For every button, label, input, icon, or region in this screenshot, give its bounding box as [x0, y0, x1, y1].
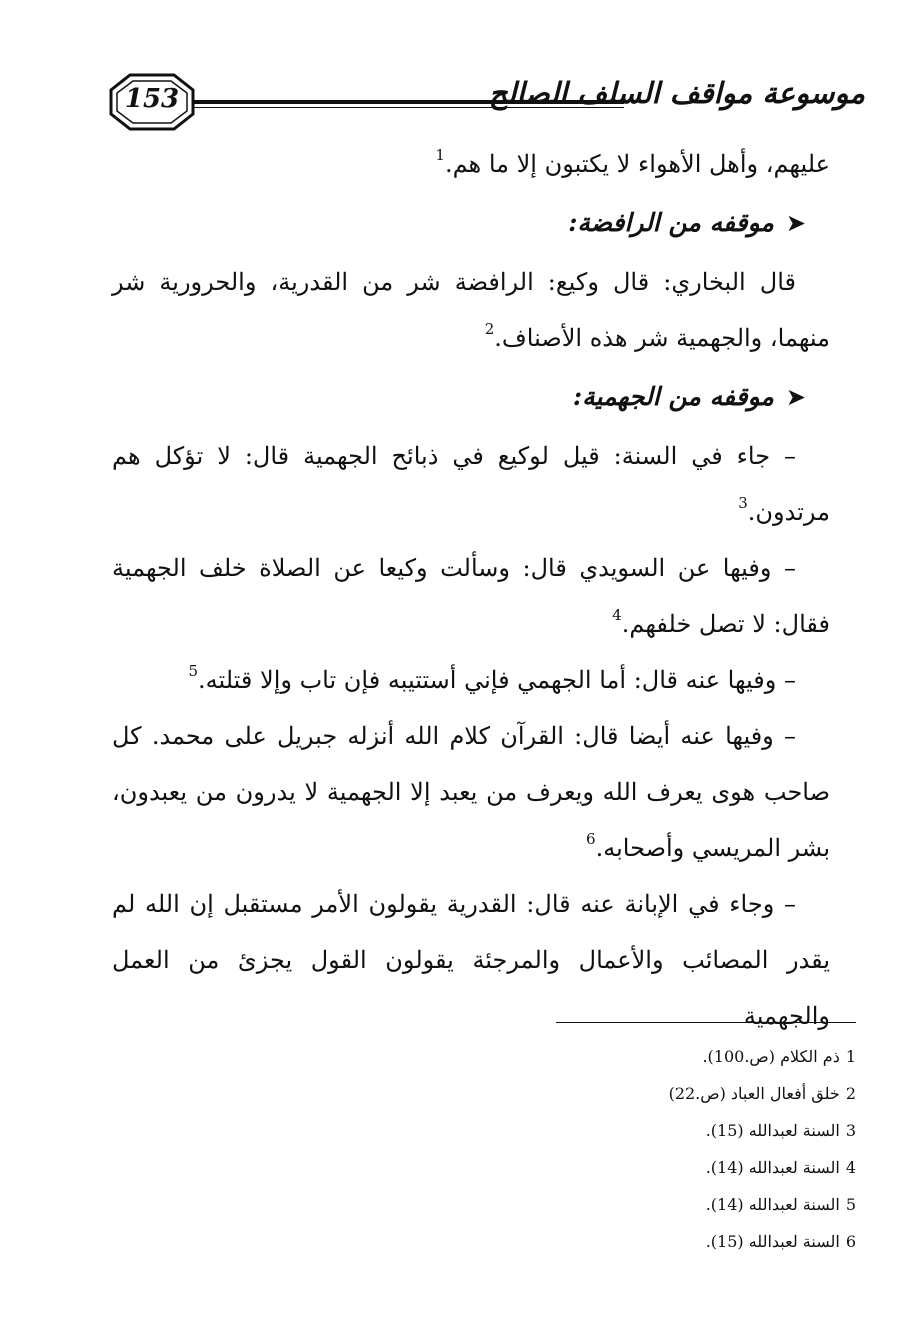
line-text: قال البخاري: قال وكيع: الرافضة شر من القدرية، والحرورية شر: [112, 268, 796, 296]
footnote-number: 2: [845, 1084, 856, 1103]
text-line: [112, 428, 830, 484]
footnote-item: [560, 1038, 856, 1075]
footnotes: [560, 1038, 856, 1260]
footnote-marker[interactable]: 6: [586, 830, 596, 848]
text-line: [112, 484, 830, 540]
footnote-text: السنة لعبدالله (14).: [705, 1158, 840, 1177]
text-line: [112, 254, 830, 310]
footnote-item: [560, 1112, 856, 1149]
page-header: [100, 72, 865, 132]
footnote-text: خلق أفعال العباد (ص.22): [668, 1084, 840, 1103]
footnote-text: السنة لعبدالله (15).: [705, 1232, 840, 1251]
footnote-separator: [556, 1022, 856, 1023]
line-text: – وجاء في الإبانة عنه قال: القدرية يقولون الأمر مستقبل إن الله لم: [112, 890, 796, 918]
section-heading-text: موقفه من الجهمية:: [572, 382, 774, 411]
series-title: موسوعة مواقف السلف الصالح: [488, 76, 865, 110]
arrow-bullet-icon: ➤: [785, 383, 806, 411]
footnote-number: 1: [845, 1047, 856, 1066]
text-line: [112, 764, 830, 820]
footnote-number: 3: [845, 1121, 856, 1140]
footnote-text: السنة لعبدالله (15).: [705, 1121, 840, 1140]
footnote-marker[interactable]: 1: [435, 146, 445, 164]
line-text: مرتدون.: [747, 498, 830, 526]
footnote-item: [560, 1223, 856, 1260]
line-text: فقال: لا تصل خلفهم.: [621, 610, 830, 638]
section-heading: [112, 366, 830, 428]
page-number: 153: [124, 84, 180, 114]
footnote-marker[interactable]: 5: [188, 662, 198, 680]
text-line: [112, 596, 830, 652]
line-text: – وفيها عنه قال: أما الجهمي فإني أستتيبه فإن تاب وإلا قتلته.: [197, 666, 796, 694]
text-line: [112, 708, 830, 764]
footnote-number: 4: [845, 1158, 856, 1177]
footnote-item: [560, 1149, 856, 1186]
body-text: [112, 136, 830, 1030]
text-line: [112, 932, 830, 1030]
footnote-marker[interactable]: 3: [738, 494, 748, 512]
text-line: [112, 540, 830, 596]
text-line: [112, 310, 830, 366]
line-text: بشر المريسي وأصحابه.: [595, 834, 830, 862]
section-heading-text: موقفه من الرافضة:: [568, 208, 774, 237]
line-text: – جاء في السنة: قيل لوكيع في ذبائح الجهمية قال: لا تؤكل هم: [112, 442, 796, 470]
text-line: [112, 820, 830, 876]
text-line: [112, 876, 830, 932]
footnote-number: 6: [845, 1232, 856, 1251]
footnote-text: ذم الكلام (ص.100).: [702, 1047, 840, 1066]
text-line: [112, 652, 830, 708]
arrow-bullet-icon: ➤: [785, 209, 806, 237]
footnote-marker[interactable]: 4: [612, 606, 622, 624]
footnote-item: [560, 1075, 856, 1112]
line-text: – وفيها عن السويدي قال: وسألت وكيعا عن الصلاة خلف الجهمية: [112, 554, 796, 582]
page-number-badge: [108, 72, 196, 132]
line-text: يقدر المصائب والأعمال والمرجئة يقولون القول يجزئ من العمل والجهمية: [112, 946, 830, 1030]
text-line: [112, 136, 830, 192]
line-text: – وفيها عنه أيضا قال: القرآن كلام الله أنزله جبريل على محمد. كل: [112, 722, 796, 750]
footnote-item: [560, 1186, 856, 1223]
footnote-number: 5: [845, 1195, 856, 1214]
footnote-text: السنة لعبدالله (14).: [705, 1195, 840, 1214]
footnote-marker[interactable]: 2: [484, 320, 495, 338]
line-text: عليهم، وأهل الأهواء لا يكتبون إلا ما هم.: [444, 150, 830, 178]
line-text: منهما، والجهمية شر هذه الأصناف.: [494, 324, 830, 352]
line-text: صاحب هوى يعرف الله ويعرف من يعبد إلا الجهمية لا يدرون من يعبدون،: [112, 778, 830, 806]
section-heading: [112, 192, 830, 254]
